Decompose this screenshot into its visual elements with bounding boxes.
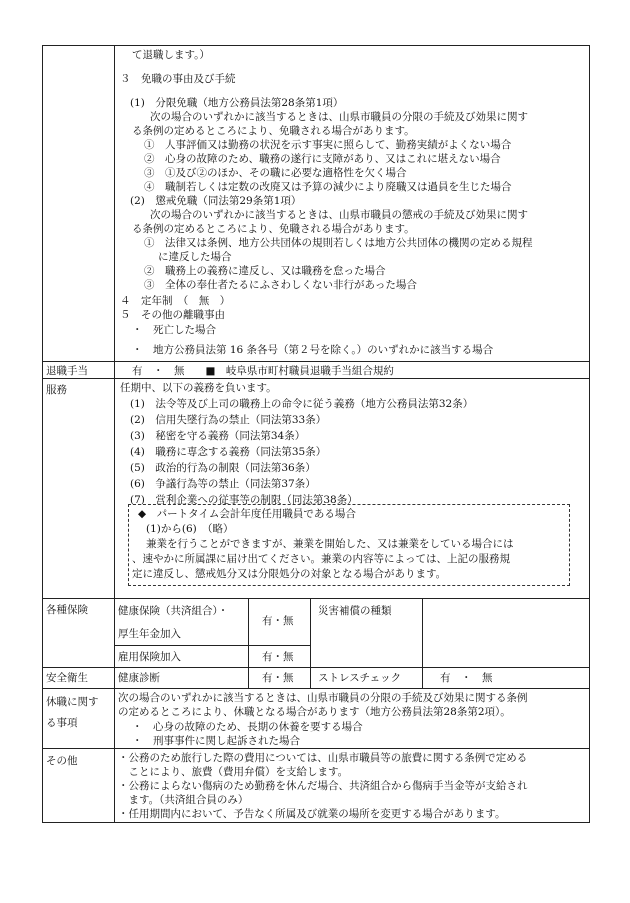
note-line: 定に違反し、懲戒処分又は分限処分の対象となる場合があります。 [132, 568, 447, 580]
disciplinary-dismissal-title: (1) 分限免職（地方公務員法第28条第1項） [130, 97, 344, 109]
column-divider [114, 45, 115, 822]
punitive-dismissal-title: (2) 懲戒免職（同法第29条第1項） [130, 195, 302, 207]
employment-insurance: 雇用保険加入 [118, 651, 181, 663]
health-insurance: 健康保険（共済組合）・ [118, 605, 229, 617]
accident-compensation: 災害補償の種類 [318, 605, 392, 617]
note-line: 兼業を行うことができますが、兼業を開始した、又は兼業をしている場合には [146, 538, 514, 550]
border-right [589, 45, 590, 822]
duty-item: (6) 争議行為等の禁止（同法第37条） [130, 478, 316, 490]
other-line: ・公務のため旅行した際の費用については、山県市職員等の旅費に関する条例で定める [118, 752, 528, 764]
leave-bullet: ・ 刑事事件に関し起訴された場合 [132, 735, 300, 747]
health-checkup-yes-no: 有・無 [262, 672, 294, 684]
list-item: ① 法律又は条例、地方公共団体の規則若しくは地方公共団体の機関の定める規程 [144, 237, 533, 249]
note-title: ◆ パートタイム会計年度任用職員である場合 [138, 508, 356, 520]
pension: 厚生年金加入 [118, 628, 181, 640]
note-line: 、速やかに所属課に届け出てください。兼業の内容等によっては、上記の服務規 [132, 553, 510, 565]
leave-line: 次の場合のいずれかに該当するときは、山県市職員の分限の手続及び効果に関する条例 [118, 692, 528, 704]
stress-check: ストレスチェック [318, 672, 402, 684]
list-item: に違反した場合 [158, 251, 232, 263]
border-top [42, 45, 590, 46]
list-item: ② 心身の故障のため、職務の遂行に支障があり、又はこれに堪えない場合 [144, 153, 501, 165]
duty-item: (2) 信用失墜行為の禁止（同法第33条） [130, 414, 327, 426]
duty-item: (1) 法令等及び上司の職務上の命令に従う義務（地方公務員法第32条） [130, 398, 474, 410]
cell-divider [310, 598, 311, 688]
cell-divider [422, 598, 423, 688]
insurance-label: 各種保険 [46, 604, 88, 616]
list-item: ④ 職制若しくは定数の改廃又は予算の減少により廃職又は過員を生じた場合 [144, 181, 512, 193]
note-subtitle: (1)から(6) （略） [146, 523, 234, 535]
list-item: ・ 死亡した場合 [132, 324, 216, 336]
health-checkup: 健康診断 [118, 672, 160, 684]
section-3-heading: ３ 免職の事由及び手続 [120, 73, 236, 85]
other-line: ます。（共済組合員のみ） [118, 794, 249, 806]
row-divider [42, 378, 590, 379]
section-5-heading: ５ その他の離職事由 [120, 309, 225, 321]
list-item: ② 職務上の義務に違反し、又は職務を怠った場合 [144, 265, 386, 277]
health-insurance-yes-no: 有・無 [262, 615, 294, 627]
duty-item: (5) 政治的行為の制限（同法第36条） [130, 462, 316, 474]
safety-label: 安全衛生 [46, 672, 88, 684]
other-line: ・公務によらない傷病のため勤務を休んだ場合、共済組合から傷病手当金等が支給され [118, 780, 528, 792]
leave-label: 休職に関す [46, 696, 99, 708]
employment-insurance-yes-no: 有・無 [262, 651, 294, 663]
border-left [42, 45, 43, 822]
paragraph-line: 次の場合のいずれかに該当するときは、山県市職員の懲戒の手続及び効果に関す [150, 209, 528, 221]
stress-check-yes-no: 有 ・ 無 [440, 672, 493, 684]
paragraph-line: 次の場合のいずれかに該当するときは、山県市職員の分限の手続及び効果に関す [150, 111, 528, 123]
other-line: ことにより、旅費（費用弁償）を支給します。 [118, 766, 349, 778]
leave-line: の定めるところにより、休職となる場合があります（地方公務員法第28条第2項）。 [118, 706, 511, 718]
duties-label: 服務 [46, 384, 67, 396]
paragraph-line: る条例の定めるところにより、免職される場合があります。 [132, 125, 415, 137]
list-item: ③ 全体の奉仕者たるにふさわしくない非行があった場合 [144, 279, 417, 291]
duty-item: (7) 営利企業への従事等の制限（同法第38条） [130, 494, 358, 506]
duty-item: (3) 秘密を守る義務（同法第34条） [130, 430, 306, 442]
duties-intro: 任期中、以下の義務を負います。 [120, 382, 277, 394]
row-divider [42, 748, 590, 749]
cell-divider [248, 598, 249, 688]
row-divider [42, 361, 590, 362]
row-divider [42, 667, 590, 668]
row-divider [42, 598, 590, 599]
leave-label: る事項 [46, 717, 78, 729]
row-divider [42, 688, 590, 689]
other-line: ・任用期間内において、予告なく所属及び就業の場所を変更する場合があります。 [118, 808, 506, 820]
leave-bullet: ・ 心身の故障のため、長期の休養を要する場合 [132, 721, 363, 733]
row-divider [114, 645, 310, 646]
list-item: ① 人事評価又は勤務の状況を示す事実に照らして、勤務実績がよくない場合 [144, 139, 512, 151]
duty-item: (4) 職務に専念する義務（同法第35条） [130, 446, 327, 458]
paragraph-line: る条例の定めるところにより、免職される場合があります。 [132, 223, 415, 235]
other-label: その他 [46, 755, 78, 767]
list-item: ③ ①及び②のほか、その職に必要な適格性を欠く場合 [144, 167, 407, 179]
retirement-value: 有 ・ 無 ■ 岐阜県市町村職員退職手当組合規約 [132, 365, 394, 377]
border-bottom [42, 822, 590, 823]
retirement-label: 退職手当 [46, 365, 88, 377]
section-4-heading: ４ 定年制 （ 無 ） [120, 295, 231, 307]
list-item: ・ 地方公務員法第 16 条各号（第２号を除く。）のいずれかに該当する場合 [132, 344, 494, 356]
continued-text: て退職します。） [132, 49, 210, 61]
